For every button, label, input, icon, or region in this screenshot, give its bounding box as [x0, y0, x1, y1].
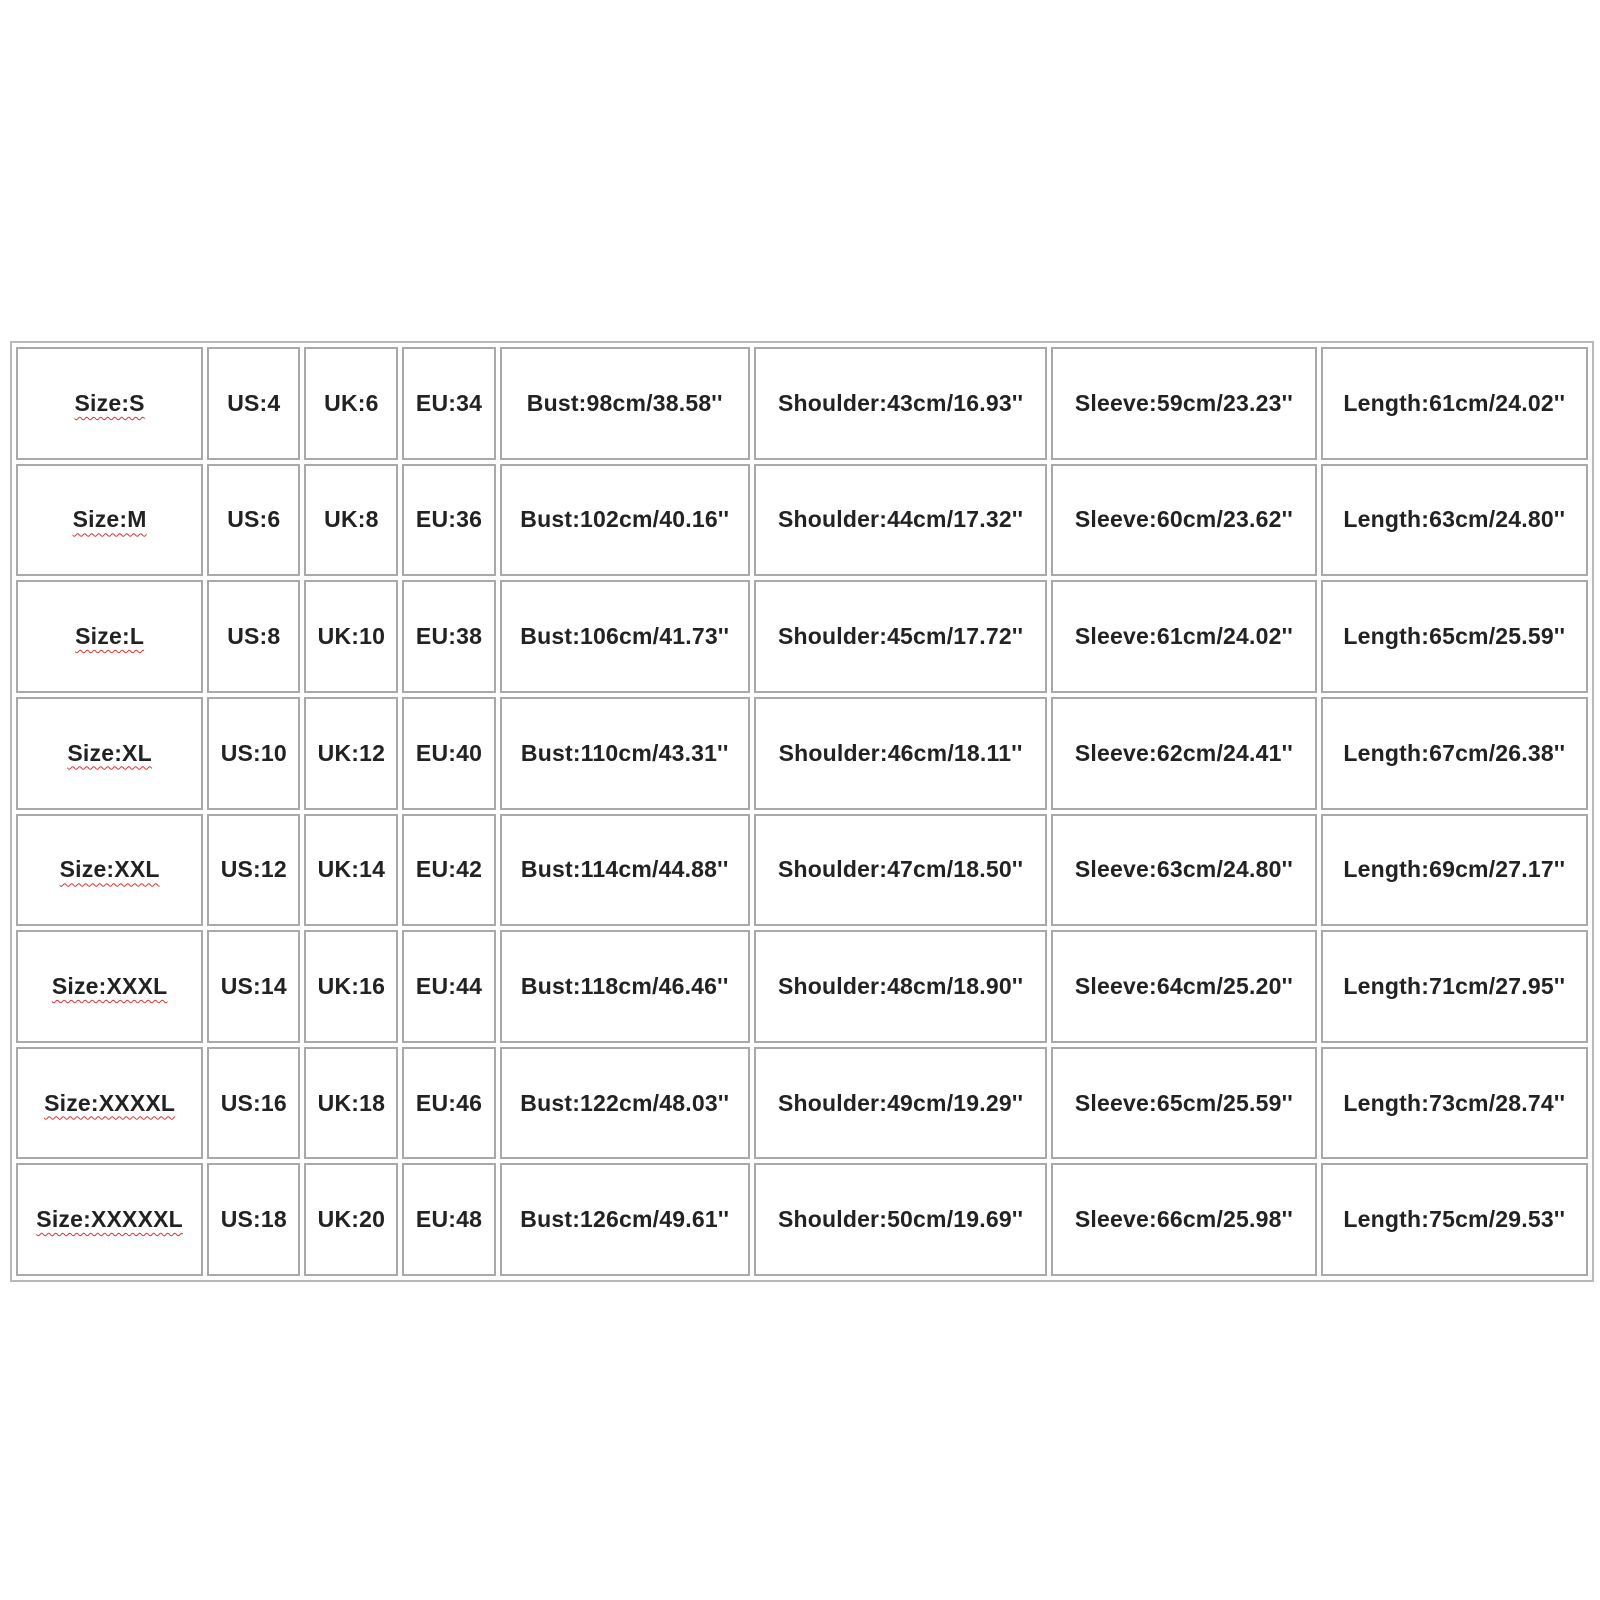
shoulder-cell: Shoulder:48cm/18.90'': [754, 930, 1047, 1043]
shoulder-cell: Shoulder:44cm/17.32'': [754, 464, 1047, 577]
us-size-cell: US:8: [207, 580, 300, 693]
uk-size-cell: UK:6: [304, 347, 398, 460]
uk-size-cell: UK:18: [304, 1047, 398, 1160]
size-cell: [16, 347, 203, 460]
us-size-cell: US:18: [207, 1163, 300, 1276]
eu-size-cell: EU:44: [402, 930, 495, 1043]
uk-size-cell: UK:8: [304, 464, 398, 577]
us-size-cell: US:12: [207, 814, 300, 927]
bust-cell: Bust:106cm/41.73'': [500, 580, 750, 693]
length-cell: Length:67cm/26.38'': [1321, 697, 1588, 810]
eu-size-cell: EU:34: [402, 347, 495, 460]
us-size-cell: US:14: [207, 930, 300, 1043]
size-label: Size:XXXXL: [44, 1089, 176, 1116]
sleeve-cell: Sleeve:60cm/23.62'': [1051, 464, 1316, 577]
eu-size-cell: EU:40: [402, 697, 495, 810]
size-label: Size:XL: [67, 739, 152, 766]
table-row: [16, 697, 1588, 810]
eu-size-cell: EU:36: [402, 464, 495, 577]
eu-size-cell: EU:38: [402, 580, 495, 693]
length-cell: Length:71cm/27.95'': [1321, 930, 1588, 1043]
table-row: [16, 347, 1588, 460]
eu-size-cell: EU:46: [402, 1047, 495, 1160]
size-cell: [16, 1047, 203, 1160]
eu-size-cell: EU:42: [402, 814, 495, 927]
size-label: Size:S: [74, 389, 145, 416]
size-cell: [16, 930, 203, 1043]
us-size-cell: US:4: [207, 347, 300, 460]
table-row: [16, 580, 1588, 693]
us-size-cell: US:10: [207, 697, 300, 810]
size-cell: [16, 1163, 203, 1276]
length-cell: Length:63cm/24.80'': [1321, 464, 1588, 577]
bust-cell: Bust:126cm/49.61'': [500, 1163, 750, 1276]
shoulder-cell: Shoulder:43cm/16.93'': [754, 347, 1047, 460]
sleeve-cell: Sleeve:66cm/25.98'': [1051, 1163, 1316, 1276]
sleeve-cell: Sleeve:65cm/25.59'': [1051, 1047, 1316, 1160]
uk-size-cell: UK:16: [304, 930, 398, 1043]
bust-cell: Bust:122cm/48.03'': [500, 1047, 750, 1160]
table-row: [16, 1047, 1588, 1160]
shoulder-cell: Shoulder:46cm/18.11'': [754, 697, 1047, 810]
bust-cell: Bust:114cm/44.88'': [500, 814, 750, 927]
size-chart-table: [10, 341, 1594, 1282]
us-size-cell: US:16: [207, 1047, 300, 1160]
length-cell: Length:61cm/24.02'': [1321, 347, 1588, 460]
size-label: Size:L: [75, 623, 145, 650]
sleeve-cell: Sleeve:62cm/24.41'': [1051, 697, 1316, 810]
bust-cell: Bust:102cm/40.16'': [500, 464, 750, 577]
size-label: Size:XXL: [59, 856, 160, 883]
table-row: [16, 814, 1588, 927]
uk-size-cell: UK:10: [304, 580, 398, 693]
uk-size-cell: UK:12: [304, 697, 398, 810]
table-row: [16, 464, 1588, 577]
shoulder-cell: Shoulder:50cm/19.69'': [754, 1163, 1047, 1276]
length-cell: Length:69cm/27.17'': [1321, 814, 1588, 927]
shoulder-cell: Shoulder:45cm/17.72'': [754, 580, 1047, 693]
length-cell: Length:73cm/28.74'': [1321, 1047, 1588, 1160]
sleeve-cell: Sleeve:63cm/24.80'': [1051, 814, 1316, 927]
size-cell: [16, 814, 203, 927]
bust-cell: Bust:98cm/38.58'': [500, 347, 750, 460]
shoulder-cell: Shoulder:49cm/19.29'': [754, 1047, 1047, 1160]
uk-size-cell: UK:14: [304, 814, 398, 927]
size-label: Size:XXXXXL: [36, 1206, 183, 1233]
table-row: [16, 930, 1588, 1043]
sleeve-cell: Sleeve:64cm/25.20'': [1051, 930, 1316, 1043]
size-cell: [16, 464, 203, 577]
size-cell: [16, 697, 203, 810]
bust-cell: Bust:118cm/46.46'': [500, 930, 750, 1043]
bust-cell: Bust:110cm/43.31'': [500, 697, 750, 810]
shoulder-cell: Shoulder:47cm/18.50'': [754, 814, 1047, 927]
length-cell: Length:65cm/25.59'': [1321, 580, 1588, 693]
size-cell: [16, 580, 203, 693]
uk-size-cell: UK:20: [304, 1163, 398, 1276]
eu-size-cell: EU:48: [402, 1163, 495, 1276]
size-label: Size:M: [72, 506, 147, 533]
us-size-cell: US:6: [207, 464, 300, 577]
sleeve-cell: Sleeve:59cm/23.23'': [1051, 347, 1316, 460]
size-label: Size:XXXL: [51, 972, 168, 999]
table-row: [16, 1163, 1588, 1276]
sleeve-cell: Sleeve:61cm/24.02'': [1051, 580, 1316, 693]
length-cell: Length:75cm/29.53'': [1321, 1163, 1588, 1276]
